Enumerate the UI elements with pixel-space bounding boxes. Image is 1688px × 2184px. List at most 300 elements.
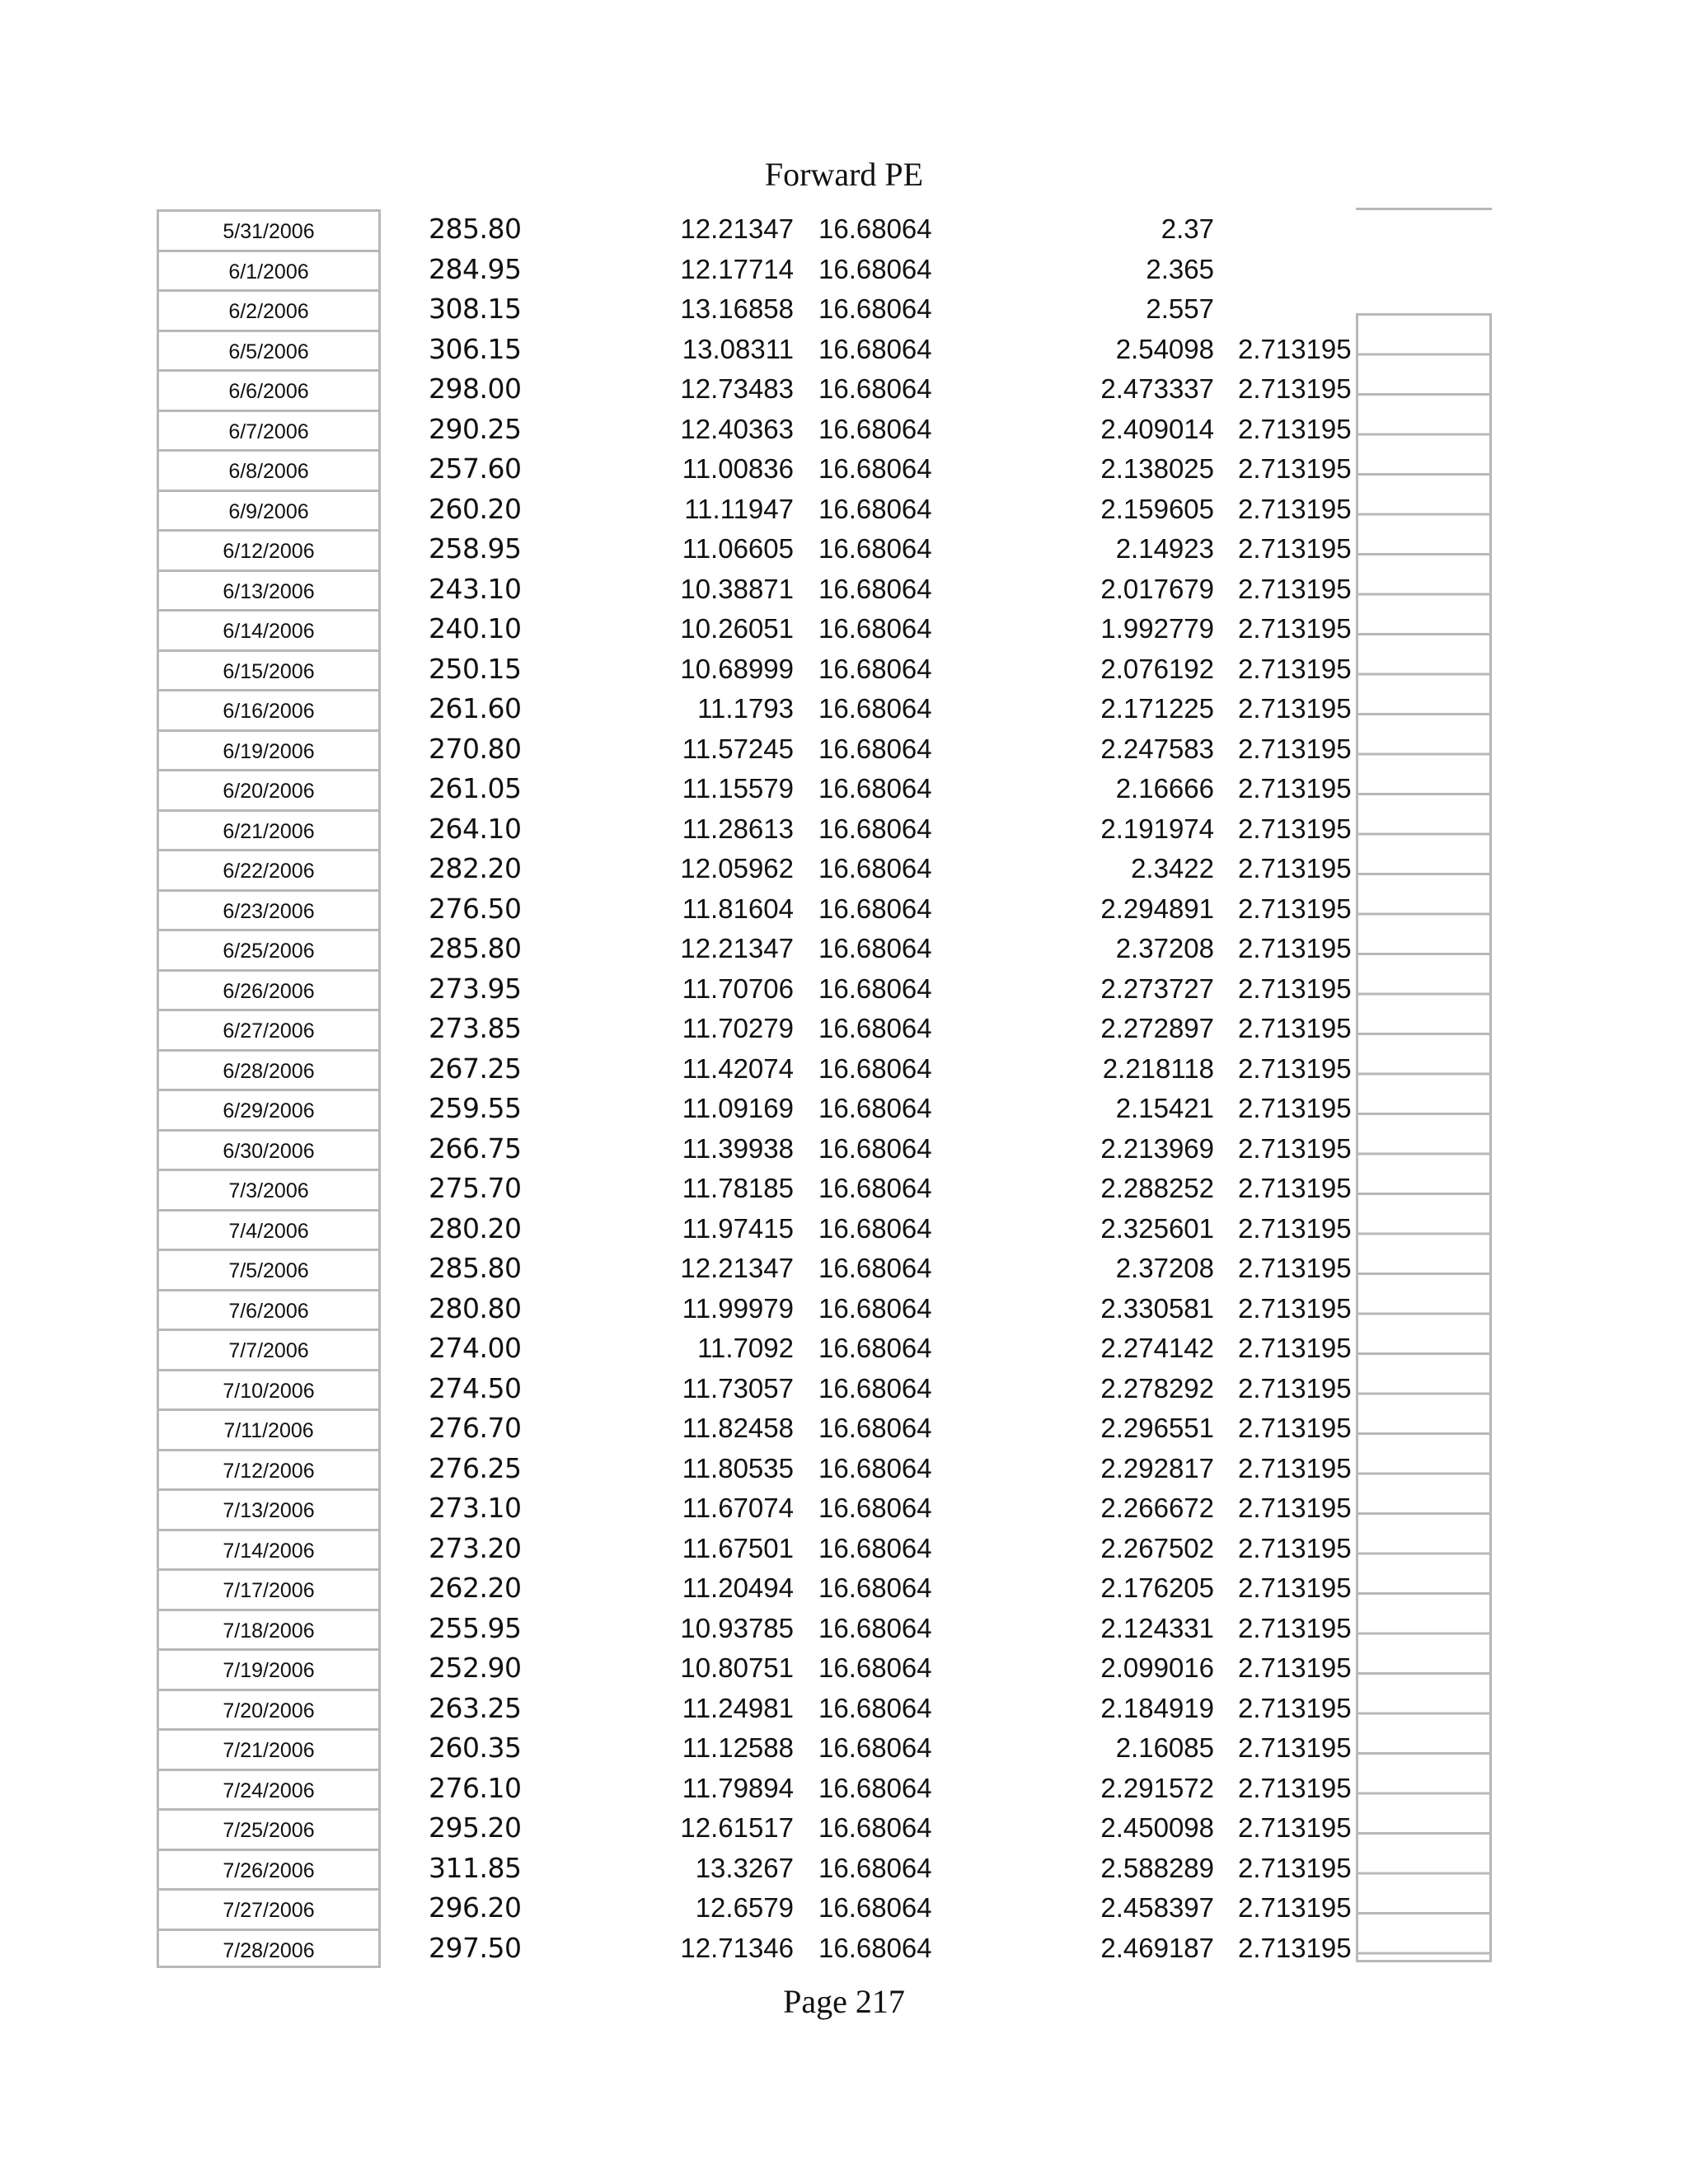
table-row (0, 1609, 1688, 1649)
date-cell: 6/14/2006 (157, 609, 381, 649)
date-cell: 7/17/2006 (157, 1568, 381, 1609)
table-row (0, 929, 1688, 969)
ratio-average-cell: 2.713195 (1238, 613, 1352, 644)
average-pe-cell: 16.68064 (818, 933, 932, 963)
forward-pe-cell: 12.6579 (695, 1892, 794, 1923)
price-cell: 260.35 (429, 1732, 522, 1764)
ratio-cell: 2.099016 (1100, 1652, 1214, 1683)
forward-pe-cell: 11.78185 (682, 1173, 794, 1203)
average-pe-cell: 16.68064 (818, 1493, 932, 1523)
average-pe-cell: 16.68064 (818, 333, 932, 364)
table-row (0, 1249, 1688, 1289)
date-cell: 7/3/2006 (157, 1169, 381, 1209)
price-cell: 274.50 (429, 1371, 522, 1404)
ratio-cell: 2.213969 (1100, 1132, 1214, 1164)
ratio-average-cell: 2.713195 (1238, 1253, 1352, 1283)
forward-pe-cell: 13.3267 (695, 1852, 794, 1883)
ratio-cell: 2.191974 (1100, 813, 1214, 844)
date-cell: 6/26/2006 (157, 969, 381, 1010)
forward-pe-cell: 11.70706 (682, 972, 794, 1004)
table-row (0, 609, 1688, 649)
ratio-average-cell: 2.713195 (1238, 653, 1352, 684)
table-row (0, 1449, 1688, 1489)
forward-pe-cell: 10.80751 (680, 1652, 794, 1683)
price-cell: 290.25 (429, 412, 522, 445)
average-pe-cell: 16.68064 (818, 1173, 932, 1203)
table-row (0, 1769, 1688, 1809)
date-cell: 7/4/2006 (157, 1209, 381, 1249)
table-row (0, 1929, 1688, 1969)
date-cell: 5/31/2006 (157, 209, 381, 250)
forward-pe-cell: 12.17714 (680, 253, 794, 284)
date-cell: 6/27/2006 (157, 1009, 381, 1049)
table-row (0, 969, 1688, 1010)
forward-pe-cell: 10.68999 (680, 653, 794, 684)
average-pe-cell: 16.68064 (818, 613, 932, 644)
ratio-cell: 2.365 (1146, 253, 1214, 284)
average-pe-cell: 16.68064 (818, 1812, 932, 1843)
price-cell: 276.25 (429, 1451, 522, 1484)
forward-pe-cell: 11.67501 (682, 1532, 794, 1563)
forward-pe-cell: 11.70279 (682, 1013, 794, 1043)
price-cell: 306.15 (429, 332, 522, 365)
ratio-average-cell: 2.713195 (1238, 1452, 1352, 1483)
ratio-average-cell: 2.713195 (1238, 493, 1352, 524)
forward-pe-cell: 11.00836 (682, 453, 794, 484)
ratio-cell: 2.37208 (1115, 933, 1214, 963)
ratio-cell: 2.274142 (1100, 1333, 1214, 1363)
ratio-average-cell: 2.713195 (1238, 853, 1352, 883)
page-title: Forward PE (764, 156, 924, 193)
date-cell: 6/12/2006 (157, 529, 381, 569)
ratio-average-cell: 2.713195 (1238, 893, 1352, 924)
date-cell: 7/13/2006 (157, 1488, 381, 1529)
table-row (0, 1049, 1688, 1090)
forward-pe-cell: 11.20494 (682, 1572, 794, 1603)
average-pe-cell: 16.68064 (818, 733, 932, 764)
average-pe-cell: 16.68064 (818, 1652, 932, 1683)
date-cell: 7/5/2006 (157, 1249, 381, 1289)
average-pe-cell: 16.68064 (818, 1452, 932, 1483)
average-pe-cell: 16.68064 (818, 1413, 932, 1443)
ratio-cell: 2.292817 (1100, 1452, 1214, 1483)
average-pe-cell: 16.68064 (818, 453, 932, 484)
average-pe-cell: 16.68064 (818, 1772, 932, 1803)
price-cell: 308.15 (429, 293, 522, 325)
ratio-average-cell (1238, 250, 1353, 290)
date-cell: 6/5/2006 (157, 330, 381, 370)
average-pe-cell: 16.68064 (818, 1532, 932, 1563)
price-cell: 285.80 (429, 1252, 522, 1284)
ratio-average-cell: 2.713195 (1238, 773, 1352, 804)
average-pe-cell: 16.68064 (818, 1333, 932, 1363)
average-pe-cell: 16.68064 (818, 293, 932, 324)
ratio-cell: 2.557 (1146, 293, 1214, 324)
price-cell: 275.70 (429, 1172, 522, 1204)
average-pe-cell: 16.68064 (818, 1692, 932, 1723)
price-cell: 270.80 (429, 732, 522, 765)
price-cell: 276.50 (429, 892, 522, 925)
ratio-cell: 2.291572 (1100, 1772, 1214, 1803)
date-cell: 7/21/2006 (157, 1728, 381, 1769)
ratio-cell: 2.218118 (1102, 1052, 1214, 1084)
date-cell: 7/14/2006 (157, 1529, 381, 1569)
forward-pe-cell: 11.81604 (682, 893, 794, 924)
ratio-cell: 2.171225 (1100, 693, 1214, 724)
average-pe-cell: 16.68064 (818, 1292, 932, 1324)
date-cell: 6/23/2006 (157, 889, 381, 930)
table-row (0, 689, 1688, 729)
price-cell: 260.20 (429, 492, 522, 525)
date-cell: 7/27/2006 (157, 1888, 381, 1929)
average-pe-cell: 16.68064 (818, 693, 932, 724)
forward-pe-cell: 11.39938 (682, 1132, 794, 1164)
average-pe-cell: 16.68064 (818, 813, 932, 844)
forward-pe-cell: 11.42074 (682, 1052, 794, 1084)
price-cell: 311.85 (429, 1851, 522, 1884)
ratio-average-cell: 2.713195 (1238, 1493, 1352, 1523)
ratio-average-cell: 2.713195 (1238, 1892, 1352, 1923)
table-row (0, 1408, 1688, 1449)
forward-pe-cell: 11.80535 (682, 1452, 794, 1483)
table-row (0, 1568, 1688, 1609)
ratio-average-cell (1238, 289, 1353, 330)
ratio-average-cell: 2.713195 (1238, 1572, 1352, 1603)
average-pe-cell: 16.68064 (818, 1052, 932, 1084)
table-row (0, 569, 1688, 610)
forward-pe-cell: 12.71346 (680, 1932, 794, 1963)
ratio-average-cell: 2.713195 (1238, 933, 1352, 963)
date-cell: 7/24/2006 (157, 1769, 381, 1809)
ratio-average-cell: 2.713195 (1238, 1212, 1352, 1244)
table-row (0, 889, 1688, 930)
ratio-cell: 2.288252 (1100, 1173, 1214, 1203)
date-cell: 7/25/2006 (157, 1808, 381, 1849)
ratio-average-cell: 2.713195 (1238, 453, 1352, 484)
forward-pe-cell: 12.05962 (680, 853, 794, 883)
forward-pe-cell: 13.16858 (680, 293, 794, 324)
price-cell: 259.55 (429, 1092, 522, 1124)
ratio-cell: 2.16666 (1115, 773, 1214, 804)
ratio-average-cell: 2.713195 (1238, 1772, 1352, 1803)
date-cell: 6/7/2006 (157, 410, 381, 450)
date-cell: 7/26/2006 (157, 1849, 381, 1889)
average-pe-cell: 16.68064 (818, 413, 932, 444)
ratio-average-cell: 2.713195 (1238, 813, 1352, 844)
price-cell: 273.10 (429, 1492, 522, 1524)
average-pe-cell: 16.68064 (818, 213, 932, 244)
price-cell: 274.00 (429, 1332, 522, 1364)
average-pe-cell: 16.68064 (818, 1212, 932, 1244)
date-cell: 7/6/2006 (157, 1289, 381, 1329)
average-pe-cell: 16.68064 (818, 1372, 932, 1404)
ratio-cell: 2.458397 (1100, 1892, 1214, 1923)
table-row (0, 809, 1688, 850)
ratio-average-cell: 2.713195 (1238, 1093, 1352, 1123)
forward-pe-cell: 12.21347 (680, 933, 794, 963)
average-pe-cell: 16.68064 (818, 493, 932, 524)
ratio-cell: 2.124331 (1100, 1612, 1214, 1643)
average-pe-cell: 16.68064 (818, 1572, 932, 1603)
date-cell: 7/20/2006 (157, 1689, 381, 1729)
table-row (0, 849, 1688, 889)
table-row (0, 1129, 1688, 1169)
price-cell: 240.10 (429, 612, 522, 644)
table-row (0, 729, 1688, 770)
page-number: Page 217 (783, 1983, 905, 2020)
forward-pe-cell: 12.61517 (680, 1812, 794, 1843)
average-pe-cell: 16.68064 (818, 1852, 932, 1883)
price-cell: 266.75 (429, 1132, 522, 1165)
ratio-average-cell: 2.713195 (1238, 1612, 1352, 1643)
table-row (0, 529, 1688, 569)
forward-pe-cell: 12.73483 (680, 373, 794, 404)
price-cell: 252.90 (429, 1652, 522, 1684)
date-cell: 6/13/2006 (157, 569, 381, 610)
table-row (0, 1209, 1688, 1249)
ratio-average-cell: 2.713195 (1238, 1532, 1352, 1563)
table-row (0, 449, 1688, 490)
forward-pe-cell: 12.21347 (680, 1253, 794, 1283)
date-cell: 6/19/2006 (157, 729, 381, 770)
ratio-cell: 2.017679 (1100, 573, 1214, 604)
average-pe-cell: 16.68064 (818, 1093, 932, 1123)
ratio-cell: 2.247583 (1100, 733, 1214, 764)
date-cell: 7/7/2006 (157, 1329, 381, 1369)
date-cell: 6/1/2006 (157, 250, 381, 290)
ratio-cell: 2.273727 (1100, 972, 1214, 1004)
table-row (0, 410, 1688, 450)
table-row (0, 1648, 1688, 1689)
average-pe-cell: 16.68064 (818, 1612, 932, 1643)
average-pe-cell: 16.68064 (818, 853, 932, 883)
date-cell: 6/6/2006 (157, 369, 381, 410)
ratio-cell: 2.076192 (1100, 653, 1214, 684)
ratio-cell: 2.473337 (1100, 373, 1214, 404)
forward-pe-cell: 11.73057 (682, 1372, 794, 1404)
average-pe-cell: 16.68064 (818, 1132, 932, 1164)
ratio-average-cell: 2.713195 (1238, 1372, 1352, 1404)
average-pe-cell: 16.68064 (818, 1013, 932, 1043)
average-pe-cell: 16.68064 (818, 972, 932, 1004)
forward-pe-cell: 11.7092 (697, 1333, 794, 1363)
forward-pe-cell: 11.99979 (682, 1292, 794, 1324)
table-row (0, 1529, 1688, 1569)
price-cell: 282.20 (429, 852, 522, 884)
price-cell: 276.10 (429, 1771, 522, 1804)
date-cell: 6/16/2006 (157, 689, 381, 729)
ratio-cell: 2.294891 (1100, 893, 1214, 924)
ratio-cell: 2.14923 (1115, 533, 1214, 564)
ratio-cell: 1.992779 (1100, 613, 1214, 644)
price-cell: 280.20 (429, 1212, 522, 1244)
forward-pe-cell: 11.28613 (682, 813, 794, 844)
average-pe-cell: 16.68064 (818, 1892, 932, 1923)
ratio-average-cell: 2.713195 (1238, 1013, 1352, 1043)
date-cell: 6/29/2006 (157, 1089, 381, 1129)
ratio-cell: 2.37208 (1115, 1253, 1214, 1283)
ratio-average-cell: 2.713195 (1238, 573, 1352, 604)
ratio-average-cell: 2.713195 (1238, 1812, 1352, 1843)
ratio-cell: 2.37 (1160, 213, 1214, 244)
date-cell: 7/18/2006 (157, 1609, 381, 1649)
forward-pe-cell: 11.67074 (682, 1493, 794, 1523)
average-pe-cell: 16.68064 (818, 533, 932, 564)
table-row (0, 1089, 1688, 1129)
price-cell: 264.10 (429, 812, 522, 845)
date-cell: 6/21/2006 (157, 809, 381, 850)
price-cell: 263.25 (429, 1691, 522, 1724)
table-row (0, 1369, 1688, 1409)
ratio-average-cell: 2.713195 (1238, 1052, 1352, 1084)
forward-pe-cell: 11.79894 (682, 1772, 794, 1803)
ratio-average-cell: 2.713195 (1238, 972, 1352, 1004)
table-row (0, 490, 1688, 530)
ratio-average-cell (1238, 209, 1353, 250)
date-cell: 6/9/2006 (157, 490, 381, 530)
table-row (0, 1689, 1688, 1729)
price-cell: 273.85 (429, 1012, 522, 1044)
forward-pe-cell: 11.82458 (682, 1413, 794, 1443)
forward-pe-cell: 11.24981 (682, 1692, 794, 1723)
price-cell: 285.80 (429, 932, 522, 964)
date-cell: 6/8/2006 (157, 449, 381, 490)
ratio-average-cell: 2.713195 (1238, 1173, 1352, 1203)
ratio-cell: 2.272897 (1100, 1013, 1214, 1043)
price-cell: 273.20 (429, 1531, 522, 1564)
date-cell: 6/20/2006 (157, 769, 381, 809)
table-row (0, 1329, 1688, 1369)
ratio-average-cell: 2.713195 (1238, 373, 1352, 404)
price-cell: 295.20 (429, 1811, 522, 1844)
average-pe-cell: 16.68064 (818, 573, 932, 604)
forward-pe-cell: 11.11947 (684, 493, 794, 524)
ratio-average-cell: 2.713195 (1238, 533, 1352, 564)
ratio-average-cell: 2.713195 (1238, 733, 1352, 764)
table-row (0, 209, 1688, 250)
ratio-average-cell: 2.713195 (1238, 693, 1352, 724)
ratio-average-cell: 2.713195 (1238, 413, 1352, 444)
price-cell: 243.10 (429, 572, 522, 605)
ratio-cell: 2.15421 (1115, 1093, 1214, 1123)
forward-pe-cell: 11.06605 (682, 533, 794, 564)
ratio-cell: 2.176205 (1100, 1572, 1214, 1603)
average-pe-cell: 16.68064 (818, 653, 932, 684)
ratio-cell: 2.159605 (1100, 493, 1214, 524)
ratio-cell: 2.3422 (1131, 853, 1214, 883)
date-cell: 6/15/2006 (157, 649, 381, 690)
ratio-cell: 2.266672 (1100, 1493, 1214, 1523)
ratio-cell: 2.278292 (1100, 1372, 1214, 1404)
average-pe-cell: 16.68064 (818, 893, 932, 924)
date-cell: 7/12/2006 (157, 1449, 381, 1489)
table-row (0, 250, 1688, 290)
ratio-cell: 2.16085 (1115, 1732, 1214, 1763)
forward-pe-cell: 11.57245 (682, 733, 794, 764)
price-cell: 255.95 (429, 1611, 522, 1644)
table-row (0, 1849, 1688, 1889)
forward-pe-cell: 10.93785 (680, 1612, 794, 1643)
forward-pe-cell: 11.97415 (682, 1212, 794, 1244)
ratio-average-cell: 2.713195 (1238, 1413, 1352, 1443)
table-row (0, 769, 1688, 809)
table-row (0, 1009, 1688, 1049)
price-cell: 285.80 (429, 213, 522, 245)
price-cell: 273.95 (429, 972, 522, 1005)
average-pe-cell: 16.68064 (818, 1253, 932, 1283)
table-row (0, 1888, 1688, 1929)
table-row (0, 330, 1688, 370)
forward-pe-cell: 11.15579 (682, 773, 794, 804)
forward-pe-cell: 13.08311 (682, 333, 794, 364)
forward-pe-cell: 11.09169 (682, 1093, 794, 1123)
price-cell: 250.15 (429, 652, 522, 685)
ratio-cell: 2.330581 (1100, 1292, 1214, 1324)
price-cell: 276.70 (429, 1412, 522, 1444)
price-cell: 297.50 (429, 1931, 522, 1964)
ratio-average-cell: 2.713195 (1238, 1132, 1352, 1164)
price-cell: 261.05 (429, 772, 522, 804)
ratio-average-cell: 2.713195 (1238, 1333, 1352, 1363)
ratio-average-cell: 2.713195 (1238, 1292, 1352, 1324)
date-cell: 7/28/2006 (157, 1929, 381, 1969)
table-row (0, 1488, 1688, 1529)
table-row (0, 1289, 1688, 1329)
forward-pe-cell: 11.12588 (682, 1732, 794, 1763)
ratio-average-cell: 2.713195 (1238, 1932, 1352, 1963)
average-pe-cell: 16.68064 (818, 1932, 932, 1963)
average-pe-cell: 16.68064 (818, 1732, 932, 1763)
date-cell: 6/22/2006 (157, 849, 381, 889)
average-pe-cell: 16.68064 (818, 773, 932, 804)
price-cell: 298.00 (429, 373, 522, 405)
ratio-cell: 2.138025 (1100, 453, 1214, 484)
ratio-cell: 2.588289 (1100, 1852, 1214, 1883)
ratio-average-cell: 2.713195 (1238, 333, 1352, 364)
forward-pe-cell: 11.1793 (697, 693, 794, 724)
table-row (0, 369, 1688, 410)
table-row (0, 1169, 1688, 1209)
forward-pe-cell: 10.26051 (680, 613, 794, 644)
ratio-cell: 2.469187 (1100, 1932, 1214, 1963)
forward-pe-cell: 12.40363 (680, 413, 794, 444)
table-row (0, 649, 1688, 690)
price-cell: 280.80 (429, 1291, 522, 1324)
date-cell: 7/10/2006 (157, 1369, 381, 1409)
price-cell: 296.20 (429, 1891, 522, 1924)
ratio-cell: 2.184919 (1100, 1692, 1214, 1723)
date-cell: 6/25/2006 (157, 929, 381, 969)
price-cell: 267.25 (429, 1052, 522, 1085)
ratio-average-cell: 2.713195 (1238, 1692, 1352, 1723)
average-pe-cell: 16.68064 (818, 373, 932, 404)
ratio-cell: 2.409014 (1100, 413, 1214, 444)
price-cell: 284.95 (429, 252, 522, 285)
ratio-average-cell: 2.713195 (1238, 1732, 1352, 1763)
ratio-average-cell: 2.713195 (1238, 1852, 1352, 1883)
ratio-cell: 2.267502 (1100, 1532, 1214, 1563)
ratio-cell: 2.450098 (1100, 1812, 1214, 1843)
price-cell: 257.60 (429, 452, 522, 485)
table-row (0, 1808, 1688, 1849)
date-cell: 6/2/2006 (157, 289, 381, 330)
price-cell: 262.20 (429, 1572, 522, 1604)
ratio-cell: 2.325601 (1100, 1212, 1214, 1244)
ratio-cell: 2.54098 (1115, 333, 1214, 364)
table-row (0, 289, 1688, 330)
date-cell: 6/28/2006 (157, 1049, 381, 1090)
date-cell: 7/11/2006 (157, 1408, 381, 1449)
